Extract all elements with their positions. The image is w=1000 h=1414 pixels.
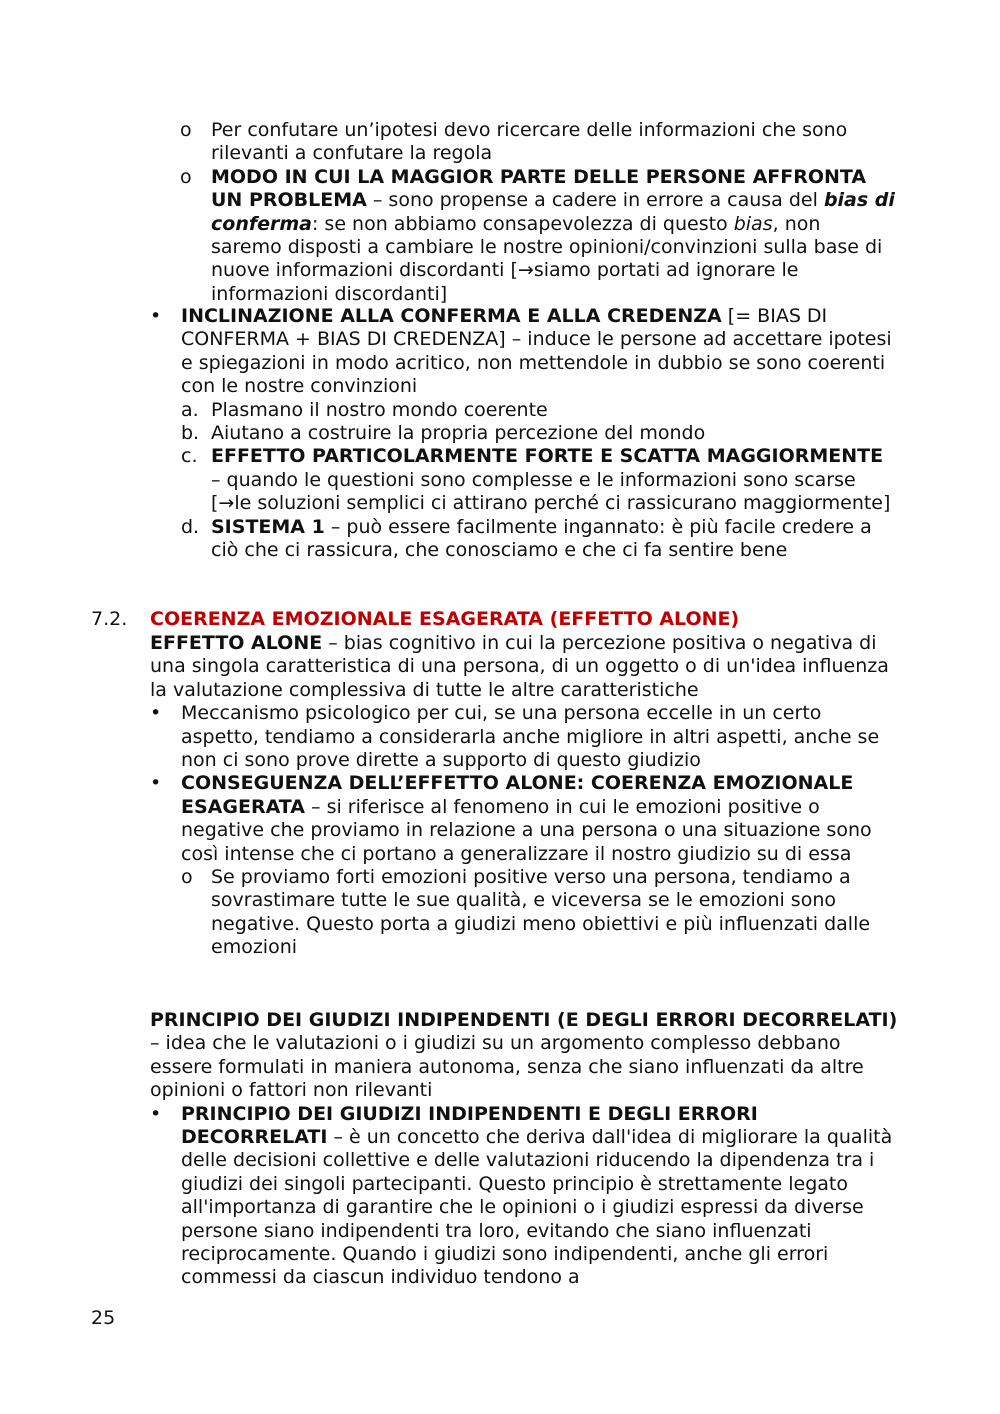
list-item-text: Se proviamo forti emozioni positive verso una persona, tendiamo a sovrastimare tutte le sue qualità, e viceversa se le emozioni sono negative. Questo porta a giudizi meno obiettivi e più influenzati dalle emozioni: [211, 866, 871, 959]
list-item: [181, 422, 896, 445]
bold-term: CONSEGUENZA DELL’EFFETTO ALONE: COERENZA EMOZIONALE ESAGERATA: [181, 772, 854, 818]
list-item: [181, 399, 896, 422]
list-item: [180, 119, 896, 166]
section-heading: [91, 608, 901, 631]
bold-term: EFFETTO ALONE: [150, 632, 323, 654]
bold-term: SISTEMA 1: [211, 515, 325, 538]
list-item: [181, 866, 900, 960]
arrow-icon: →: [517, 259, 534, 282]
bullet-marker: •: [150, 772, 162, 795]
list-marker: d.: [181, 515, 200, 538]
list-marker: o: [180, 119, 192, 141]
bullet-marker: •: [150, 305, 162, 327]
section-title: COERENZA EMOZIONALE ESAGERATA (EFFETTO ALONE): [150, 608, 740, 630]
section-intro: EFFETTO ALONE – bias cognitivo in cui la percezione positiva o negativa di una singola caratteristica di una persona, di un oggetto o di un'idea influenza la valutazione complessiva di tutte le altre caratteristiche: [150, 632, 889, 701]
lettered-list: [150, 399, 896, 563]
list-item-text: INCLINAZIONE ALLA CONFERMA E ALLA CREDENZA [= BIAS DI CONFERMA + BIAS DI CREDENZA] – induce le persone ad accettare ipotesi e spiegazioni in modo acritico, non mettendole in dubbio se sono coerenti con le nostre convinzioni: [181, 305, 892, 398]
list-item-text: EFFETTO PARTICOLARMENTE FORTE E SCATTA MAGGIORMENTE – quando le questioni sono complesse e le informazioni sono scarse [→le soluzioni semplici ci attirano perché ci rassicurano maggiormente]: [211, 445, 891, 515]
list-item-text: MODO IN CUI LA MAGGIOR PARTE DELLE PERSONE AFFRONTA UN PROBLEMA – sono propense a cadere in errore a causa del bias di conferma: se non abbiamo consapevolezza di questo bias, non saremo disposti a cambiare le nostre opinioni/convinzioni sulla base di nuove informazioni discordanti [→siamo portati ad ignorare le informazioni discordanti]: [211, 165, 895, 305]
bold-term: EFFETTO PARTICOLARMENTE FORTE E SCATTA MAGGIORMENTE: [211, 445, 884, 468]
list-item: [181, 445, 896, 515]
bold-term: PRINCIPIO DEI GIUDIZI INDIPENDENTI (E DEGLI ERRORI DECORRELATI): [150, 1009, 898, 1031]
bold-italic-term: bias di conferma: [211, 189, 895, 235]
list-item-text: Meccanismo psicologico per cui, se una persona eccelle in un certo aspetto, tendiamo a considerarla anche migliore in altri aspetti, anche se non ci sono prove dirette a supporto di questo giudizio: [181, 702, 880, 772]
list-marker: o: [181, 866, 193, 889]
list-marker: o: [180, 165, 192, 188]
page-number: 25: [91, 1307, 116, 1329]
list-item: [150, 772, 900, 866]
principio-intro: PRINCIPIO DEI GIUDIZI INDIPENDENTI (E DEGLI ERRORI DECORRELATI) – idea che le valutazioni o i giudizi su un argomento complesso debbano essere formulati in maniera autonoma, senza che siano influenzati da altre opinioni o fattori non rilevanti: [150, 1009, 898, 1102]
list-item-text: SISTEMA 1 – può essere facilmente ingannato: è più facile credere a ciò che ci rassicura, che conosciamo e che ci fa sentire bene: [211, 515, 872, 562]
list-marker: a.: [181, 398, 199, 421]
list-item: [150, 702, 900, 772]
list-item-text: PRINCIPIO DEI GIUDIZI INDIPENDENTI E DEGLI ERRORI DECORRELATI – è un concetto che deriva dall'idea di migliorare la qualità delle decisioni collettive e delle valutazioni riducendo la dipendenza tra i giudizi dei singoli partecipanti. Questo principio è strettamente legato all'importanza di garantire che le opinioni o i giudizi espressi da diverse persone siano indipendenti tra loro, evitando che siano influenzati reciprocamente. Quando i giudizi sono indipendenti, anche gli errori commessi da ciascun individuo tendono a: [181, 1102, 893, 1289]
bold-term: INCLINAZIONE ALLA CONFERMA E ALLA CREDENZA: [181, 305, 722, 327]
top-sublist: [180, 119, 896, 306]
list-item: [150, 305, 896, 399]
list-item-text: CONSEGUENZA DELL’EFFETTO ALONE: COERENZA EMOZIONALE ESAGERATA – si riferisce al fenomeno in cui le emozioni positive o negative che proviamo in relazione a una persona o una situazione sono così intense che ci portano a generalizzare il nostro giudizio su di essa: [181, 772, 872, 865]
list-item-text: Per confutare un’ipotesi devo ricercare delle informazioni che sono rilevanti a confutare la regola: [211, 119, 848, 165]
bullet-inclinazione: [150, 305, 896, 562]
list-item-text: Aiutano a costruire la propria percezione del mondo: [211, 422, 706, 445]
principio-section: [150, 1009, 904, 1290]
bullet-marker: •: [150, 1102, 162, 1125]
list-item: [180, 166, 896, 306]
bold-term: MODO IN CUI LA MAGGIOR PARTE DELLE PERSONE AFFRONTA UN PROBLEMA: [211, 165, 867, 212]
list-item: [181, 516, 896, 563]
list-item-text: Plasmano il nostro mondo coerente: [211, 398, 548, 421]
section-number: 7.2.: [91, 608, 128, 630]
italic-term: bias: [733, 212, 773, 235]
list-marker: c.: [181, 445, 198, 468]
list-marker: b.: [181, 422, 200, 445]
bullet-marker: •: [150, 702, 162, 725]
section-body: [150, 632, 900, 960]
list-item: [150, 1103, 904, 1290]
bold-term: PRINCIPIO DEI GIUDIZI INDIPENDENTI E DEGLI ERRORI DECORRELATI: [181, 1102, 758, 1149]
arrow-icon: →: [218, 492, 235, 515]
